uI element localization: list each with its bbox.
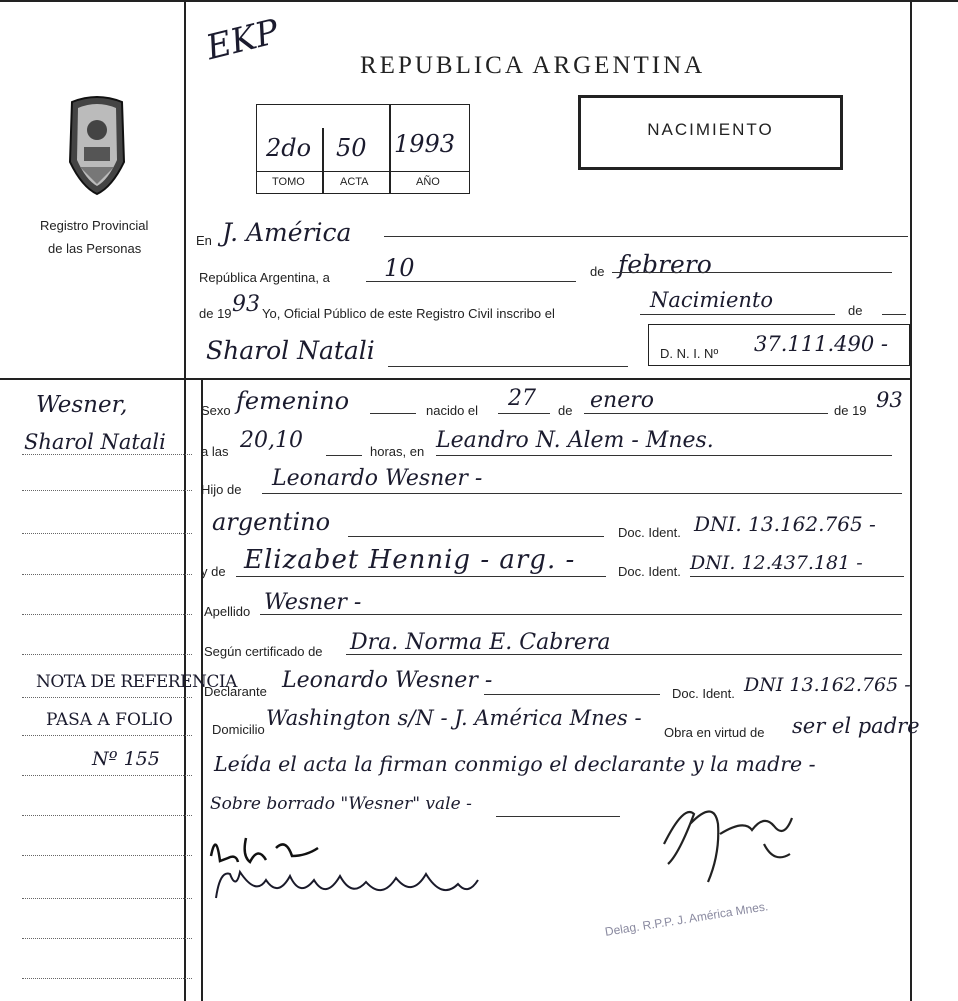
doctor-value: Dra. Norma E. Cabrera: [350, 630, 611, 655]
margin-dotline-7: [22, 697, 192, 698]
margin-dotline-12: [22, 898, 192, 899]
doctor-underline: [346, 654, 902, 655]
declarant-value: Leonardo Wesner -: [282, 668, 493, 693]
margin-dotline-6: [22, 654, 192, 655]
margin-dotline-13: [22, 938, 192, 939]
horas-label: horas, en: [370, 444, 425, 459]
margin-dotline-4: [22, 574, 192, 575]
hour-value: 20,10: [240, 428, 303, 453]
yde-label: y de: [201, 564, 226, 579]
surname-value: Wesner -: [264, 590, 362, 615]
mother-name: Elizabet Hennig - arg. -: [244, 545, 576, 575]
surname-underline: [260, 614, 902, 615]
act-tail-underline: [882, 314, 906, 315]
father-name: Leonardo Wesner -: [272, 466, 483, 491]
margin-dotline-3: [22, 533, 192, 534]
hijo-label: Hijo de: [201, 482, 242, 497]
clerk-initials: EKP: [202, 11, 283, 69]
father-underline: [262, 493, 902, 494]
obra-label: Obra en virtud de: [664, 725, 765, 740]
margin-given-names: Sharol Natali: [24, 430, 166, 454]
margin-dotline-11: [22, 855, 192, 856]
delegation-stamp: Delag. R.P.P. J. América Mnes.: [603, 899, 770, 939]
margin-dotline-14: [22, 978, 192, 979]
birth-day: 27: [508, 386, 536, 411]
birth-place: Leandro N. Alem - Mnes.: [436, 428, 714, 453]
father-doc: DNI. 13.162.765 -: [694, 512, 876, 536]
registry-line-1: Registro Provincial: [40, 218, 149, 233]
address-value: Washington s/N - J. América Mnes -: [266, 706, 642, 730]
sexo-label: Sexo: [201, 403, 231, 418]
provincial-seal-logo: [62, 92, 132, 202]
act-underline: [640, 314, 835, 315]
folio-number: Nº 155: [92, 748, 160, 770]
doc-ident-label-2: Doc. Ident.: [618, 564, 681, 579]
declarante-label: Declarante: [204, 684, 267, 699]
official-signature: [624, 784, 824, 904]
margin-dotline-1: [22, 454, 192, 455]
alas-label: a las: [201, 444, 229, 459]
day-underline: [366, 281, 576, 282]
left-column-border: [184, 0, 186, 1001]
apellido-label: Apellido: [204, 604, 251, 619]
birth-place-underline: [436, 455, 892, 456]
segun-label: Según certificado de: [204, 644, 323, 659]
birth-month: enero: [590, 388, 654, 413]
doc-ident-label-3: Doc. Ident.: [672, 686, 735, 701]
margin-dotline-9: [22, 775, 192, 776]
name-underline: [388, 366, 628, 367]
month-underline: [612, 272, 892, 273]
right-page-border: [910, 0, 912, 1001]
birth-day-underline: [498, 413, 550, 414]
tomo-value: 2do: [266, 134, 312, 162]
mother-doc: DNI. 12.437.181 -: [690, 552, 863, 574]
anio-label: AÑO: [416, 176, 440, 188]
acta-label: ACTA: [340, 176, 369, 188]
mother-underline: [236, 576, 606, 577]
birth-month-underline: [584, 413, 828, 414]
declarant-doc: DNI 13.162.765 -: [744, 674, 911, 696]
sexo-value: femenino: [236, 387, 350, 415]
obra-value: ser el padre: [792, 714, 920, 738]
box-divider-1: [322, 128, 324, 193]
dni-value: 37.111.490 -: [754, 332, 889, 356]
child-name: Sharol Natali: [206, 336, 375, 365]
margin-surname: Wesner,: [36, 392, 128, 418]
republica-label: República Argentina, a: [199, 270, 330, 285]
country-title: REPUBLICA ARGENTINA: [360, 52, 706, 79]
de-label-2: de: [848, 303, 863, 318]
registry-line-2: de las Personas: [48, 241, 142, 256]
hour-underline: [326, 455, 362, 456]
section-divider: [0, 378, 912, 380]
box-divider-2: [389, 104, 391, 193]
note-line-2: Sobre borrado "Wesner" vale -: [210, 794, 472, 814]
place-underline: [384, 236, 908, 237]
top-border: [0, 0, 958, 2]
dni-label: D. N. I. Nº: [660, 346, 719, 361]
anio-value: 1993: [394, 130, 456, 158]
nota-de-referencia: NOTA DE REFERENCIA: [36, 672, 237, 692]
mother-signature: [206, 860, 486, 910]
sexo-underline: [370, 413, 416, 414]
tomo-label: TOMO: [272, 176, 305, 188]
de-label: de: [590, 264, 605, 279]
margin-dotline-10: [22, 815, 192, 816]
year-prefix: de 19: [199, 306, 232, 321]
margin-dotline-5: [22, 614, 192, 615]
note-underline: [496, 816, 620, 817]
box-label-row-line: [256, 171, 469, 172]
yo-text: Yo, Oficial Público de este Registro Civil inscribo el: [262, 306, 555, 321]
day-value: 10: [384, 254, 415, 282]
record-type-label: NACIMIENTO: [647, 120, 774, 139]
year-suffix: 93: [232, 292, 260, 317]
de-label-3: de: [558, 403, 573, 418]
doc-ident-label: Doc. Ident.: [618, 525, 681, 540]
en-label: En: [196, 233, 212, 248]
nationality-underline: [348, 536, 604, 537]
father-nationality: argentino: [212, 508, 331, 536]
note-line-1: Leída el acta la firman conmigo el declarante y la madre -: [214, 752, 816, 776]
birth-year: 93: [876, 388, 903, 412]
act-value: Nacimiento: [650, 288, 774, 312]
acta-value: 50: [336, 134, 367, 162]
domicilio-label: Domicilio: [212, 722, 265, 737]
nacido-label: nacido el: [426, 403, 479, 418]
de19-label: de 19: [834, 403, 867, 418]
month-value: febrero: [618, 250, 712, 279]
margin-dotline-2: [22, 490, 192, 491]
declarant-underline: [484, 694, 660, 695]
mother-doc-underline: [690, 576, 904, 577]
place-value: J. América: [222, 218, 352, 247]
pasa-a-folio: PASA A FOLIO: [46, 710, 173, 730]
margin-dotline-8: [22, 735, 192, 736]
